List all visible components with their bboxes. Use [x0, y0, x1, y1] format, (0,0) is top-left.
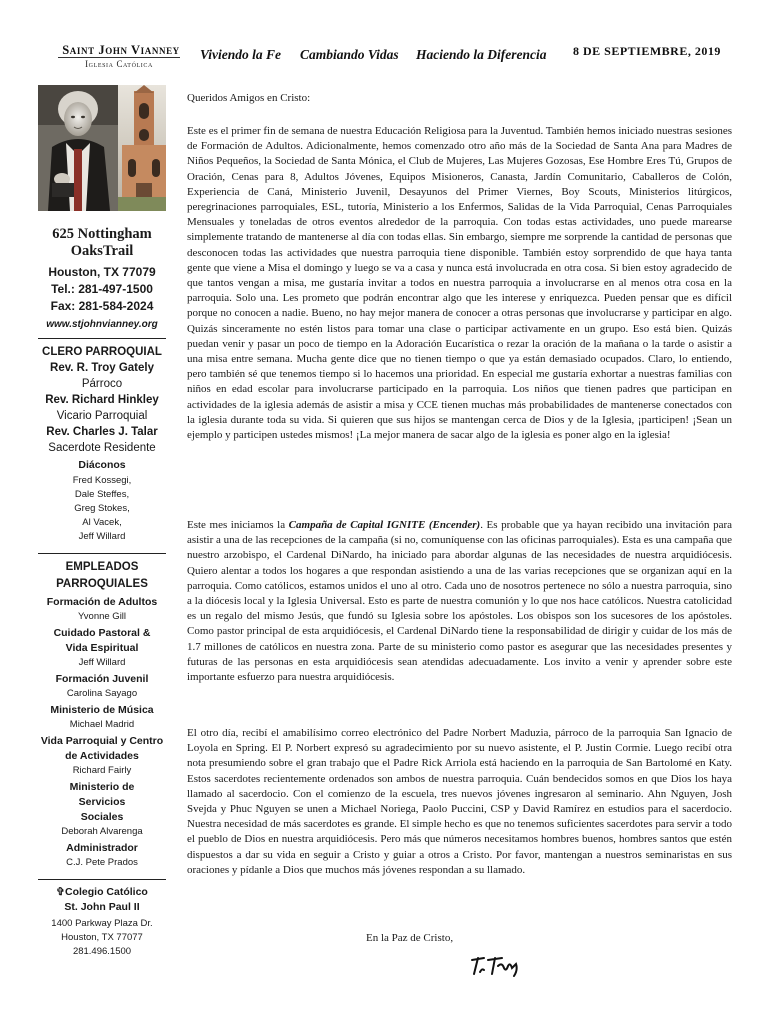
cross-icon: ✞ — [56, 886, 65, 898]
header-divider — [58, 57, 180, 58]
deacons-heading: Diáconos — [78, 459, 126, 471]
resident-priest-name: Rev. Charles J. Talar — [46, 426, 158, 438]
staff-dept: Administrador — [66, 842, 138, 854]
staff-name: Michael Madrid — [69, 719, 135, 730]
campaign-name: Campaña de Capital IGNITE (Encender) — [288, 519, 481, 531]
staff-dept: Formación Juvenil — [55, 673, 149, 685]
resident-priest-role: Sacerdote Residente — [48, 442, 156, 454]
letter-paragraph-3: El otro día, recibí el amabilísimo correo electrónico del Padre Norbert Maduzia, párroco de la parroquia San Ignacio de Loyola en Spring. El P. Norbert expresó su agradecimiento por su nuevo asistente, el P. Justin Cormie. Luego recibí otra nota presumiendo sobre el gran trabajo que el Padre Rick Arriola está haciendo en la parroquia de San Bartolomé en Katy. Estos sacerdotes recientemente ordenados son ambos de nuestra parroquia. Cuán bendecidos somos en que Dios los haya llamado al sacerdocio. Con el comienzo de la escuela, tres nuevos jóvenes ingresaron al seminario. Ahn Nguyen, Josh Svejda y Phuc Nguyen se unen a Michael Noriega, Paolo Puccini, CSP y David Ramírez en estudios para el sacerdocio. Nuestra necesidad de más sacerdotes es grande. El simple hecho es que no tenemos suficientes sacerdotes para servir a todo el pueblo de Dios en nuestra arquidiócesis. Pero más que números necesitamos hombres buenos, hombres santos que estén dispuestos a dar su vida en seguir a Cristo y guiar a otros a Cristo. Por favor, mantengan a nuestros seminaristas en sus oraciones y pídanle a Dios que muchos más jóvenes respondan a su llamado. — [187, 727, 732, 876]
staff-name: Carolina Sayago — [66, 688, 138, 699]
deacon-name: Fred Kossegi, — [72, 475, 132, 486]
school-phone: 281.496.1500 — [72, 946, 132, 957]
deacon-name: Jeff Willard — [78, 531, 126, 542]
website-link[interactable]: www.stjohnvianney.org — [46, 319, 158, 330]
motto-making-difference: Haciendo la Diferencia — [416, 47, 547, 62]
letter-paragraph-1: Este es el primer fin de semana de nuestra Educación Religiosa para la Juventud. También hemos iniciado nuestras sesiones de Formación de Adultos. Adicionalmente, hemos comenzado otro año más de la Sociedad de Santa Ana para Madres de Niños Pequeños, la Sociedad de Santa Mónica, el Club de Mujeres, Las Mujeres Gozosas, Ese Hombre Eres Tú, Grupos de Oración, Cenas para 8, Adultos Jóvenes, Equipos Misioneros, Canasta, Jardín Comunitario, Caballeros de Colón, Experiencia de Caná, Ministerio Juvenil, Desayunos del Primer Viernes, Boy Scouts, Ministerios litúrgicos, peregrinaciones parroquiales, ESL, tutoría, Ministerio a los Enfermos, Salidas de la Vida Parroquial, Cenas Parroquiales Mensuales y toneladas de otros eventos alrededor de la parroquia. Con todas estas actividades, uno puede marearse simplemente tratando de mantenerse al día con todas ellas. Sin embargo, siempre me sorprende la cantidad de personas que desconocen todas las actividades que nuestra parroquia tiene disponible. También estoy sorprendido de que haya tanta gente que viene a Misa el domingo y luego se va a casa y nunca está involucrada en otra cosa. Si bien estoy agradecido de que tantos vengan a misa, me gustaría invitar a todos en nuestra parroquia a involucrarse en al menos otra cosa en la parroquia. Solo una. Les prometo que podrán encontrar algo que les interese y enriquezca. Pueden pensar que es difícil porque no conocen a nadie. Bueno, no hay mejor manera de conocer a otras personas que involucrarse y participar en algo. Quizás sinceramente no estén listos para tomar una clase o participar activamente en un grupo. Eso está bien. Quizás puedan venir y pasar un poco de tiempo en la Adoración Eucarística o rezar la oración de la mañana o la tarde o asistir a una misa entre semana. Mucha gente dice que no tienen tiempo o que ya están demasiado ocupados. Claro, lo entiendo, pero también sé que tenemos tiempo si lo hacemos una prioridad. En especial me gustaría exhortar a nuestras familias con niños en edad escolar para involucrarse participado en la parroquia. Los niños que tienen padres que participan en actividades de la iglesia además de asistir a misa y CCE tienen muchas más probabilidades de mantenerse conectados con la iglesia durante toda su vida. Si quieren que sus hijos se mantengan cerca de Dios y de la Iglesia, ¡participen! ¡Sean un ejemplo y participen ustedes mismos! ¡La mejor manera de sacar algo de la iglesia es poner algo en la iglesia! — [187, 125, 732, 442]
city-state-zip: Houston, TX 77079 — [48, 265, 156, 279]
sidebar-divider — [38, 553, 166, 554]
signature-image — [468, 950, 528, 978]
paragraph-2-intro: Este mes iniciamos la — [187, 519, 289, 531]
vicar-role: Vicario Parroquial — [56, 410, 148, 422]
staff-dept: Vida Parroquial y Centro de Actividades — [40, 735, 164, 762]
deacon-name: Greg Stokes, — [74, 503, 130, 514]
parish-sidebar — [30, 222, 174, 959]
letter-closing: En la Paz de Cristo, — [366, 932, 454, 944]
address-line-1: 625 Nottingham — [52, 226, 152, 242]
pastor-role: Párroco — [81, 378, 123, 390]
staff-name: C.J. Pete Prados — [66, 857, 138, 868]
staff-dept: Formación de Adultos — [46, 596, 158, 608]
school-city: Houston, TX 77077 — [61, 932, 143, 943]
staff-heading-2: PARROQUIALES — [56, 578, 148, 590]
staff-dept: Cuidado Pastoral & Vida Espiritual — [53, 627, 151, 654]
sidebar-divider — [38, 338, 166, 339]
staff-name: Yvonne Gill — [77, 611, 127, 622]
school-address: 1400 Parkway Plaza Dr. — [51, 918, 153, 929]
motto-living-faith: Viviendo la Fe — [200, 47, 281, 62]
staff-name: Deborah Alvarenga — [61, 826, 143, 837]
motto-changing-lives: Cambiando Vidas — [300, 47, 399, 62]
letter-paragraph-2 — [187, 518, 732, 685]
bulletin-date: 8 DE SEPTIEMBRE, 2019 — [573, 44, 721, 58]
parish-name: Saint John Vianney — [62, 43, 180, 57]
school-name-line-1: Colegio Católico — [64, 886, 148, 898]
vicar-name: Rev. Richard Hinkley — [45, 394, 159, 406]
sidebar-divider — [38, 879, 166, 880]
phone-number: Tel.: 281-497-1500 — [51, 282, 153, 296]
staff-dept: Ministerio de Música — [50, 704, 154, 716]
paragraph-2-body: . Es probable que ya hayan recibido una invitación para asistir a una de las recepciones de la campaña (si no, comuníquense con las oficinas parroquiales). Esta es una campaña que nuestro arzobispo, el Cardenal DiNardo, ha iniciado para abordar algunas de las necesidades de nuestra arquidiócesis. Quiero alentar a todos los hogares a que respondan asistiendo a una de las varias recepciones que se organizan aquí en la parroquia. Como católicos, estamos unidos el uno al otro. Cada uno de nosotros pertenece no sólo a nuestra parroquia, sino a la diócesis local y la Iglesia Universal. Esto es parte de nuestra comunión y lo que nos hace católicos. Nuestra catolicidad es un regalo del mismo Jesús, que fundó su Iglesia sobre los apóstoles. Los obispos son los sucesores de los apóstoles. Como pastor principal de esta arquidiócesis, el Cardenal DiNardo tiene la responsabilidad de dirigir y cuidar de los más de 1.7 millones de católicos en nuestra zona. Parte de su ministerio como pastor es asegurar que las necesidades presentes y futuras de las personas en esta arquidiócesis sean atendidas adecuadamente. Los invito a venir y aprender sobre este importante esfuerzo para nuestra arquidiócesis. — [187, 519, 732, 684]
deacon-name: Al Vacek, — [82, 517, 122, 528]
clergy-heading: CLERO PARROQUIAL — [42, 346, 162, 358]
church-label: Iglesia Católica — [85, 59, 153, 69]
staff-name: Jeff Willard — [78, 657, 126, 668]
staff-dept: Ministerio de Servicios Sociales — [69, 781, 135, 823]
letter-greeting: Queridos Amigos en Cristo: — [187, 92, 311, 104]
staff-name: Richard Fairly — [72, 765, 132, 776]
fax-number: Fax: 281-584-2024 — [50, 299, 154, 313]
school-name-line-2: St. John Paul II — [64, 901, 140, 913]
staff-heading: EMPLEADOS — [65, 561, 139, 573]
deacon-name: Dale Steffes, — [74, 489, 130, 500]
saint-john-vianney-photo — [38, 85, 166, 211]
address-line-2: OaksTrail — [70, 243, 134, 259]
school-name — [30, 885, 174, 900]
pastor-name: Rev. R. Troy Gately — [50, 362, 154, 374]
